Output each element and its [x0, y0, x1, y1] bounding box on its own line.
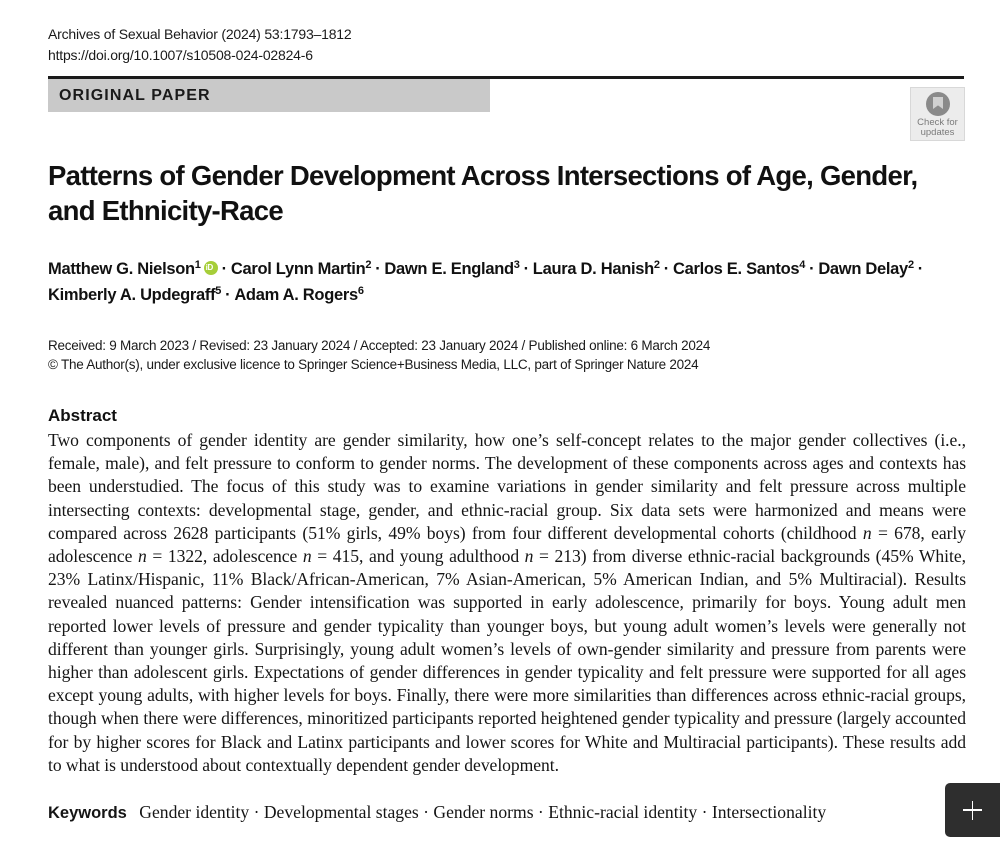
- expand-plus-button[interactable]: [945, 783, 1000, 837]
- author-link[interactable]: Carol Lynn Martin$^2$: [230, 259, 372, 278]
- journal-citation: Archives of Sexual Behavior (2024) 53:1793–1812: [48, 26, 352, 42]
- abstract-text: Two components of gender identity are gender similarity, how one’s self-concept relates to the major gender collectives (i.e., female, male), and felt pressure to conform to gender norms. The development of these components across ages and contexts has been understudied. The focus of this study was to examine variations in gender similarity and felt pressure across multiple intersecting contexts: developmental stage, gender, and ethnic-racial group. Six data sets were harmonized and means were compared across 2628 participants (51% girls, 49% boys) from four different developmental cohorts (childhood n = 678, early adolescence n = 1322, adolescence n = 415, and young adulthood n = 213) from diverse ethnic-racial backgrounds (45% White, 23% Latinx/Hispanic, 11% Black/African-American, 7% Asian-American, 5% American Indian, and 5% Multiracial). Results revealed nuanced patterns: Gender intensification was supported in early adolescence, primarily for boys. Young adult men reported lower levels of pressure and gender typicality than younger boys, but young adult women’s levels were generally not different than younger girls. Surprisingly, young adult women’s levels of own-gender similarity and pressure from parents were higher than adolescent girls. Expectations of gender differences in gender typicality and felt pressure were supported for all ages except young adults, with higher levels for boys. Finally, there were more similarities than differences across ethnic-racial groups, though when there were differences, minoritized participants reported heightened gender typicality and pressure (largely accounted for by higher scores for Black and Latinx participants and lower scores for White and Multiracial participants). These results add to what is understood about contextually dependent gender development.: [48, 430, 967, 775]
- keywords-section: [48, 802, 826, 823]
- orcid-icon[interactable]: [204, 261, 218, 275]
- author-link[interactable]: Laura D. Hanish$^2$: [532, 259, 660, 278]
- author-list: Matthew G. Nielson$^1$ iD · Carol Lynn Martin$^2$ · Dawn E. England$^3$ · Laura D. Hanish$^2$ · Carlos E. Santos$^4$ · Dawn Delay$^2$ · Kimberly A. Updegraff$^5$ · Adam A. Rogers$^6$: [48, 256, 968, 308]
- author-link[interactable]: Kimberly A. Updegraff$^5$: [48, 285, 222, 304]
- keywords-list: Gender identity · Developmental stages · Gender norms · Ethnic-racial identity · Intersectionality: [139, 802, 827, 822]
- crossmark-label: Check for updates: [917, 117, 958, 138]
- abstract-heading: Abstract: [48, 406, 117, 425]
- article-title: Patterns of Gender Development Across Intersections of Age, Gender, and Ethnicity-Race: [48, 160, 918, 226]
- publication-dates: Received: 9 March 2023 / Revised: 23 January 2024 / Accepted: 23 January 2024 / Published online: 6 March 2024: [48, 338, 711, 353]
- section-label-bar: [48, 79, 490, 112]
- author-link[interactable]: Carlos E. Santos$^4$: [672, 259, 806, 278]
- keywords-label: Keywords: [48, 804, 127, 822]
- author-link[interactable]: Dawn E. England$^3$: [384, 259, 520, 278]
- author-link[interactable]: Adam A. Rogers$^6$: [234, 285, 364, 304]
- publication-history: [48, 336, 710, 374]
- check-for-updates-button[interactable]: [910, 87, 965, 141]
- copyright-notice: © The Author(s), under exclusive licence to Springer Science+Business Media, LLC, part of Springer Nature 2024: [48, 357, 699, 372]
- author-link[interactable]: Dawn Delay$^2$: [818, 259, 914, 278]
- author-link[interactable]: Matthew G. Nielson$^1$: [48, 259, 201, 278]
- journal-meta: [48, 24, 351, 66]
- crossmark-icon: [926, 92, 950, 116]
- doi-link[interactable]: https://doi.org/10.1007/s10508-024-02824-6: [48, 47, 313, 63]
- section-label: ORIGINAL PAPER: [59, 87, 211, 104]
